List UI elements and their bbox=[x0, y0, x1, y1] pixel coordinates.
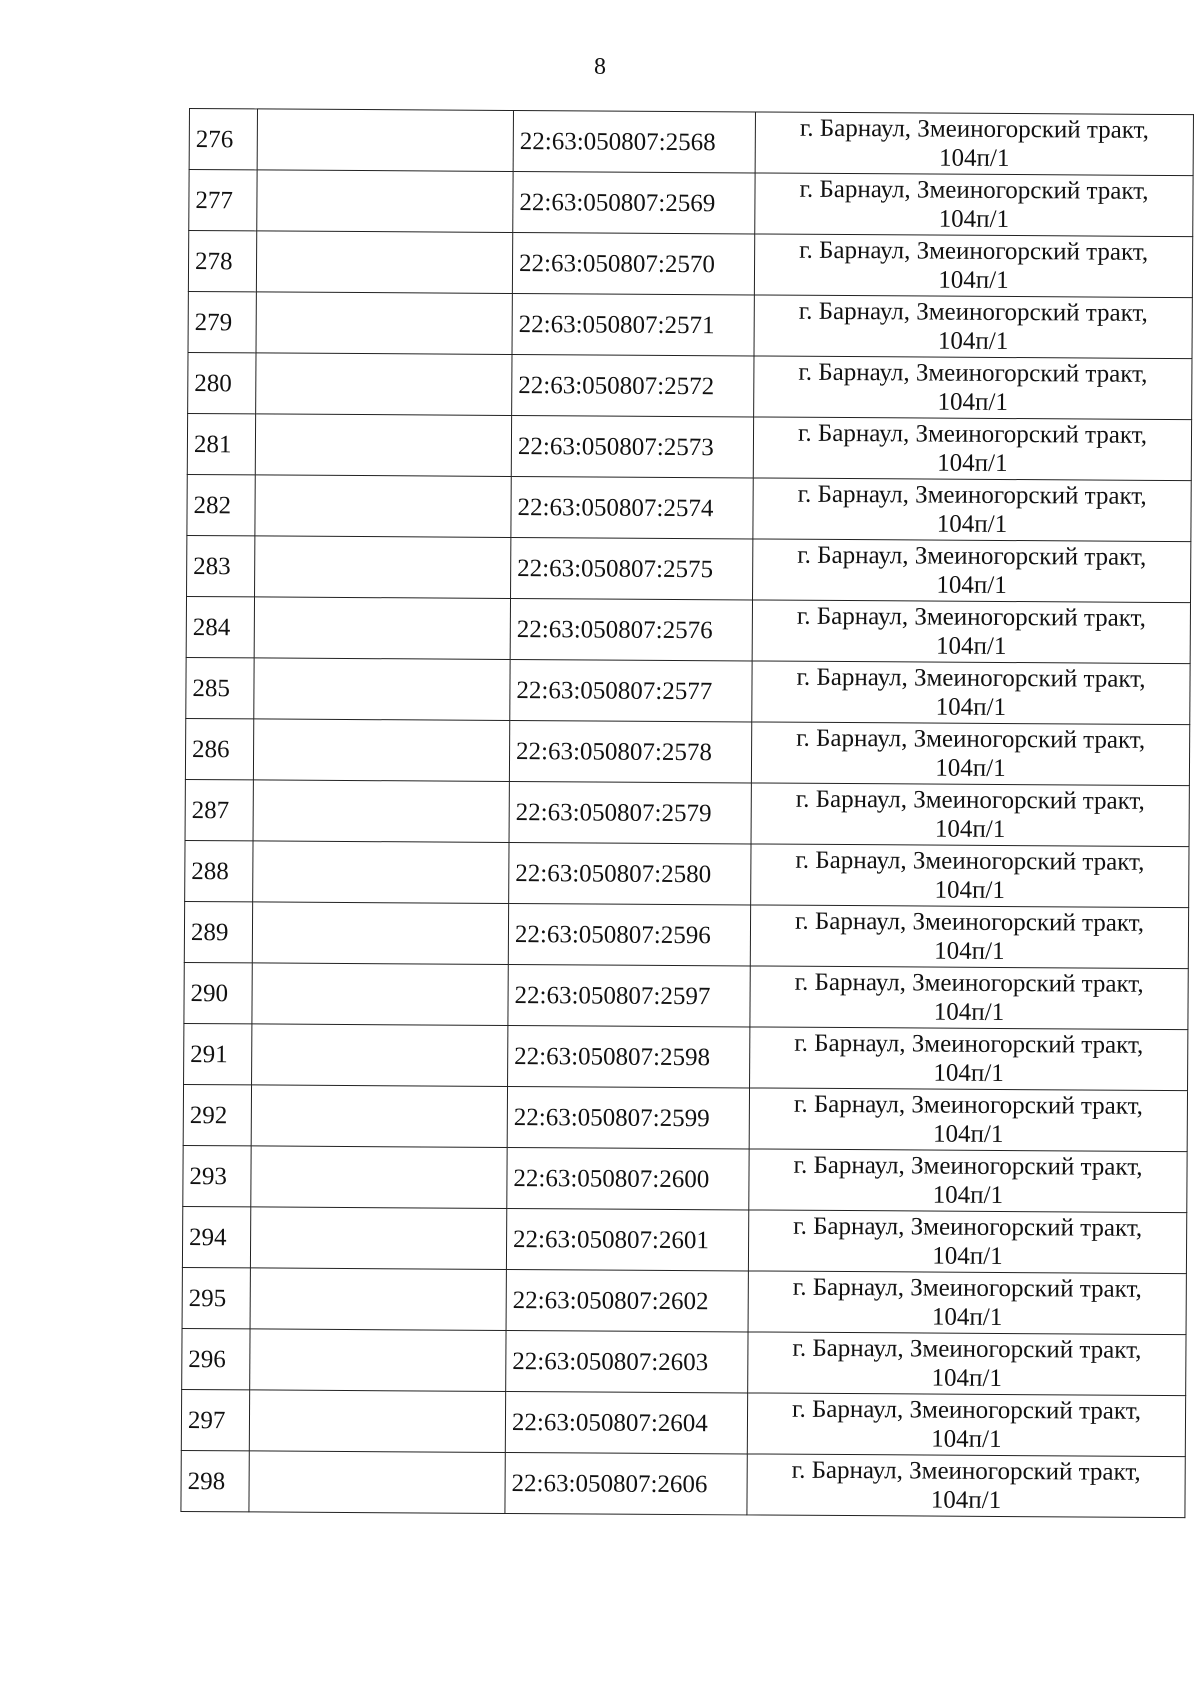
address-line-2: 104п/1 bbox=[935, 754, 1006, 783]
row-number: 283 bbox=[187, 535, 255, 596]
table-row bbox=[184, 962, 1188, 1029]
address-line-1: г. Барнаул, Змеиногорский тракт, bbox=[797, 480, 1147, 510]
address-line-2: 104п/1 bbox=[932, 1120, 1004, 1148]
address-line-1: г. Барнаул, Змеиногорский тракт, bbox=[798, 358, 1148, 388]
cadastral-number: 22:63:050807:2599 bbox=[507, 1086, 749, 1148]
cadastral-number: 22:63:050807:2598 bbox=[508, 1025, 750, 1087]
address-cell bbox=[751, 783, 1189, 847]
row-number: 279 bbox=[188, 291, 256, 352]
address-cell bbox=[750, 966, 1188, 1030]
cadastral-number: 22:63:050807:2574 bbox=[511, 476, 753, 538]
address-cell bbox=[751, 722, 1189, 786]
address-cell bbox=[747, 1393, 1185, 1457]
empty-cell bbox=[257, 170, 513, 233]
table-row bbox=[182, 1206, 1186, 1273]
row-number: 297 bbox=[181, 1389, 249, 1450]
row-number: 280 bbox=[188, 352, 256, 413]
address-cell bbox=[755, 173, 1193, 237]
address-line-2: 104п/1 bbox=[937, 449, 1008, 478]
table-row bbox=[185, 718, 1189, 785]
address-cell bbox=[747, 1454, 1185, 1518]
empty-cell bbox=[255, 475, 511, 538]
table-row bbox=[184, 901, 1188, 968]
table-row bbox=[182, 1267, 1186, 1334]
page-number: 8 bbox=[594, 54, 606, 80]
address-line-1: г. Барнаул, Змеиногорский тракт, bbox=[795, 785, 1145, 815]
address-line-1: г. Барнаул, Змеиногорский тракт, bbox=[792, 1334, 1142, 1364]
cadastral-number: 22:63:050807:2604 bbox=[505, 1391, 747, 1453]
address-line-2: 104п/1 bbox=[931, 1425, 1002, 1453]
empty-cell bbox=[250, 1207, 506, 1270]
address-line-1: г. Барнаул, Змеиногорский тракт, bbox=[791, 1456, 1141, 1486]
table-row bbox=[188, 231, 1192, 298]
address-line-2: 104п/1 bbox=[932, 1181, 1004, 1209]
table-row bbox=[188, 352, 1192, 419]
address-line-2: 104п/1 bbox=[936, 571, 1007, 600]
address-line-2: 104п/1 bbox=[935, 693, 1007, 722]
address-line-1: г. Барнаул, Змеиногорский тракт, bbox=[797, 541, 1147, 571]
address-line-2: 104п/1 bbox=[938, 266, 1009, 295]
table-row bbox=[183, 1084, 1187, 1151]
address-cell bbox=[748, 1210, 1186, 1274]
row-number: 284 bbox=[186, 596, 254, 657]
table-row bbox=[188, 291, 1192, 358]
empty-cell bbox=[255, 414, 511, 477]
address-line-2: 104п/1 bbox=[930, 1486, 1002, 1514]
row-number: 288 bbox=[185, 840, 253, 901]
address-cell bbox=[750, 1027, 1188, 1091]
empty-cell bbox=[252, 902, 508, 965]
address-line-1: г. Барнаул, Змеиногорский тракт, bbox=[794, 907, 1145, 937]
row-number: 293 bbox=[183, 1145, 251, 1206]
address-line-2: 104п/1 bbox=[936, 510, 1008, 539]
row-number: 290 bbox=[184, 962, 252, 1023]
address-line-1: г. Барнаул, Змеиногорский тракт, bbox=[796, 602, 1146, 632]
empty-cell bbox=[254, 658, 510, 721]
address-line-1: г. Барнаул, Змеиногорский тракт, bbox=[799, 175, 1149, 205]
table-row bbox=[184, 1023, 1188, 1090]
empty-cell bbox=[251, 1146, 507, 1209]
address-cell bbox=[748, 1271, 1186, 1335]
cadastral-number: 22:63:050807:2578 bbox=[509, 720, 751, 782]
table-row bbox=[186, 657, 1190, 724]
address-cell bbox=[754, 356, 1192, 420]
empty-cell bbox=[249, 1390, 505, 1453]
row-number: 296 bbox=[182, 1328, 250, 1389]
empty-cell bbox=[253, 719, 509, 782]
row-number: 294 bbox=[182, 1206, 250, 1267]
address-line-1: г. Барнаул, Змеиногорский тракт, bbox=[795, 846, 1145, 876]
address-line-2: 104п/1 bbox=[937, 327, 1009, 356]
table-row bbox=[185, 840, 1189, 907]
cadastral-number: 22:63:050807:2597 bbox=[508, 964, 750, 1026]
cadastral-number: 22:63:050807:2602 bbox=[506, 1269, 748, 1331]
table-row bbox=[186, 596, 1190, 663]
address-line-1: г. Барнаул, Змеиногорский тракт, bbox=[799, 114, 1149, 144]
address-line-1: г. Барнаул, Змеиногорский тракт, bbox=[798, 297, 1148, 327]
empty-cell bbox=[256, 292, 512, 355]
empty-cell bbox=[250, 1329, 506, 1392]
cadastral-number: 22:63:050807:2600 bbox=[507, 1147, 749, 1209]
address-line-2: 104п/1 bbox=[933, 1059, 1004, 1087]
empty-cell bbox=[252, 963, 508, 1026]
address-line-1: г. Барнаул, Змеиногорский тракт, bbox=[794, 968, 1144, 998]
cadastral-number: 22:63:050807:2569 bbox=[513, 171, 755, 233]
address-line-1: г. Барнаул, Змеиногорский тракт, bbox=[792, 1273, 1142, 1303]
cadastral-number: 22:63:050807:2577 bbox=[510, 659, 752, 721]
address-line-2: 104п/1 bbox=[938, 205, 1010, 234]
address-line-2: 104п/1 bbox=[938, 144, 1010, 173]
empty-cell bbox=[257, 109, 513, 172]
address-cell bbox=[755, 112, 1193, 176]
table-row bbox=[187, 535, 1191, 602]
cadastral-number: 22:63:050807:2596 bbox=[508, 903, 750, 965]
address-line-1: г. Барнаул, Змеиногорский тракт, bbox=[796, 724, 1146, 754]
cadastral-number: 22:63:050807:2572 bbox=[512, 354, 754, 416]
address-cell bbox=[750, 905, 1188, 969]
empty-cell bbox=[252, 1024, 508, 1087]
row-number: 291 bbox=[184, 1023, 252, 1084]
cadastral-number: 22:63:050807:2606 bbox=[505, 1452, 747, 1514]
address-line-2: 104п/1 bbox=[934, 876, 1005, 904]
row-number: 285 bbox=[186, 657, 254, 718]
address-cell bbox=[749, 1149, 1187, 1213]
empty-cell bbox=[251, 1085, 507, 1148]
cadastral-number: 22:63:050807:2603 bbox=[506, 1330, 748, 1392]
table-row bbox=[187, 413, 1191, 480]
address-line-1: г. Барнаул, Змеиногорский тракт, bbox=[796, 663, 1146, 693]
cadastral-number: 22:63:050807:2575 bbox=[511, 537, 753, 599]
table-row bbox=[189, 109, 1193, 176]
address-cell bbox=[749, 1088, 1187, 1152]
table-row bbox=[182, 1328, 1186, 1395]
row-number: 278 bbox=[188, 231, 256, 292]
cadastral-number: 22:63:050807:2580 bbox=[509, 842, 751, 904]
address-line-2: 104п/1 bbox=[937, 388, 1008, 417]
cadastral-number: 22:63:050807:2573 bbox=[511, 415, 753, 477]
address-cell bbox=[753, 539, 1191, 603]
address-cell bbox=[753, 417, 1191, 481]
row-number: 295 bbox=[182, 1267, 250, 1328]
address-line-1: г. Барнаул, Змеиногорский тракт, bbox=[791, 1395, 1142, 1425]
address-line-2: 104п/1 bbox=[933, 998, 1005, 1026]
table-row bbox=[181, 1389, 1185, 1456]
empty-cell bbox=[249, 1451, 505, 1514]
address-line-2: 104п/1 bbox=[932, 1242, 1003, 1270]
empty-cell bbox=[256, 353, 512, 416]
address-cell bbox=[754, 234, 1192, 298]
address-cell bbox=[754, 295, 1192, 359]
address-line-2: 104п/1 bbox=[934, 815, 1006, 843]
cadastral-table bbox=[180, 108, 1194, 1518]
address-line-1: г. Барнаул, Змеиногорский тракт, bbox=[793, 1090, 1144, 1120]
table-row bbox=[189, 170, 1193, 237]
address-line-1: г. Барнаул, Змеиногорский тракт, bbox=[797, 419, 1148, 449]
address-line-1: г. Барнаул, Змеиногорский тракт, bbox=[793, 1212, 1143, 1242]
empty-cell bbox=[256, 231, 512, 294]
address-line-1: г. Барнаул, Змеиногорский тракт, bbox=[793, 1151, 1143, 1181]
address-line-2: 104п/1 bbox=[931, 1303, 1003, 1331]
empty-cell bbox=[254, 597, 510, 660]
empty-cell bbox=[253, 780, 509, 843]
cadastral-number: 22:63:050807:2570 bbox=[512, 232, 754, 294]
cadastral-number: 22:63:050807:2571 bbox=[512, 293, 754, 355]
table-row bbox=[181, 1450, 1185, 1517]
row-number: 292 bbox=[183, 1084, 251, 1145]
row-number: 281 bbox=[187, 413, 255, 474]
cadastral-number: 22:63:050807:2579 bbox=[509, 781, 751, 843]
cadastral-number: 22:63:050807:2601 bbox=[506, 1208, 748, 1270]
address-cell bbox=[752, 661, 1190, 725]
empty-cell bbox=[255, 536, 511, 599]
row-number: 276 bbox=[189, 109, 257, 170]
table-row bbox=[187, 474, 1191, 541]
row-number: 286 bbox=[185, 718, 253, 779]
address-line-2: 104п/1 bbox=[935, 632, 1007, 661]
address-line-1: г. Барнаул, Змеиногорский тракт, bbox=[799, 236, 1149, 266]
address-line-2: 104п/1 bbox=[934, 937, 1005, 965]
address-line-2: 104п/1 bbox=[931, 1364, 1002, 1392]
empty-cell bbox=[250, 1268, 506, 1331]
row-number: 287 bbox=[185, 779, 253, 840]
cadastral-number: 22:63:050807:2576 bbox=[510, 598, 752, 660]
address-line-1: г. Барнаул, Змеиногорский тракт, bbox=[794, 1029, 1144, 1059]
row-number: 289 bbox=[184, 901, 252, 962]
cadastral-number: 22:63:050807:2568 bbox=[513, 110, 755, 172]
address-cell bbox=[751, 844, 1189, 908]
table-body bbox=[181, 109, 1194, 1518]
table-row bbox=[185, 779, 1189, 846]
row-number: 277 bbox=[189, 170, 257, 231]
table-row bbox=[183, 1145, 1187, 1212]
address-cell bbox=[752, 600, 1190, 664]
address-cell bbox=[748, 1332, 1186, 1396]
empty-cell bbox=[253, 841, 509, 904]
address-cell bbox=[753, 478, 1191, 542]
row-number: 282 bbox=[187, 474, 255, 535]
row-number: 298 bbox=[181, 1450, 249, 1511]
